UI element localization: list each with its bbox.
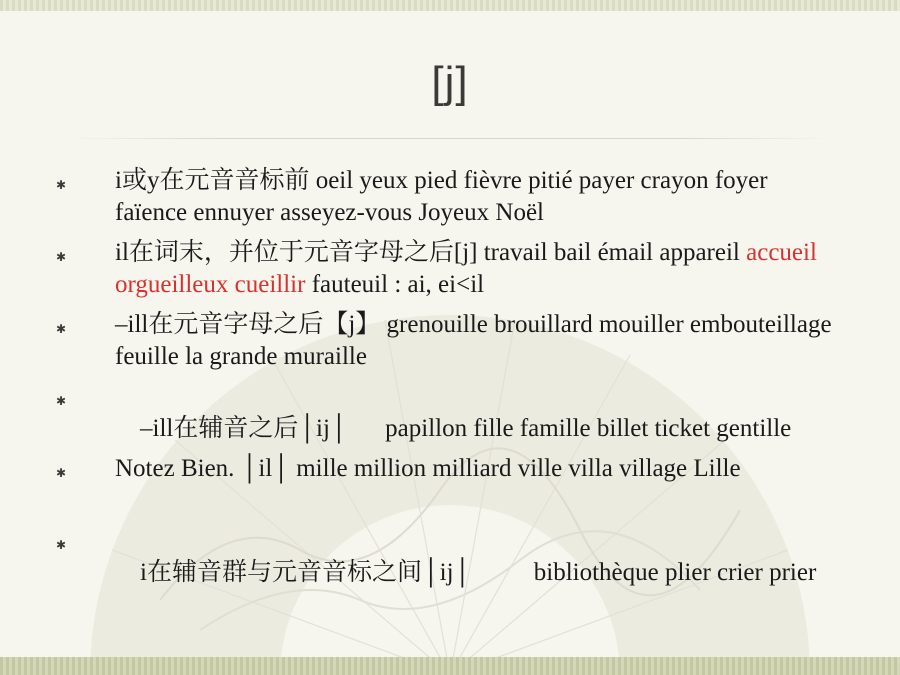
highlighted-words: accueil orgueilleux cueillir xyxy=(115,239,817,298)
top-decor-stripe xyxy=(0,0,900,11)
bullet-star-icon: ✱ xyxy=(56,250,67,264)
list-item xyxy=(115,525,845,621)
bullet-star-icon: ✱ xyxy=(56,466,67,480)
item-text: –ill在元音字母之后【j】 grenouille brouillard mouiller embouteillage feuille la grande muraille xyxy=(115,311,832,370)
item-text: i在辅音群与元音音标之间│ij│ bibliothèque plier crier prier xyxy=(140,559,817,586)
bullet-star-icon: ✱ xyxy=(56,538,67,552)
bottom-decor-stripe xyxy=(0,657,900,675)
list-item xyxy=(115,165,845,229)
bullet-star-icon: ✱ xyxy=(56,178,67,192)
bullet-star-icon: ✱ xyxy=(56,322,67,336)
bullet-star-icon: ✱ xyxy=(56,394,67,408)
item-text: il在词末，并位于元音字母之后[j] travail bail émail appareil xyxy=(115,239,747,266)
item-text: –ill在辅音之后│ij│ papillon fille famille billet ticket gentille xyxy=(140,415,792,442)
slide-title: [j] xyxy=(431,58,469,107)
list-item xyxy=(115,237,845,301)
title-divider xyxy=(70,138,830,139)
list-item xyxy=(115,453,845,485)
list-item xyxy=(115,309,845,373)
item-text: Notez Bien. │il│ mille million milliard ville villa village Lille xyxy=(115,455,741,482)
item-text: fauteuil : ai, ei<il xyxy=(305,271,485,298)
item-text: i或y在元音音标前 oeil yeux pied fièvre pitié payer crayon foyer faïence ennuyer asseyez-vous Joyeux Noël xyxy=(115,167,768,226)
